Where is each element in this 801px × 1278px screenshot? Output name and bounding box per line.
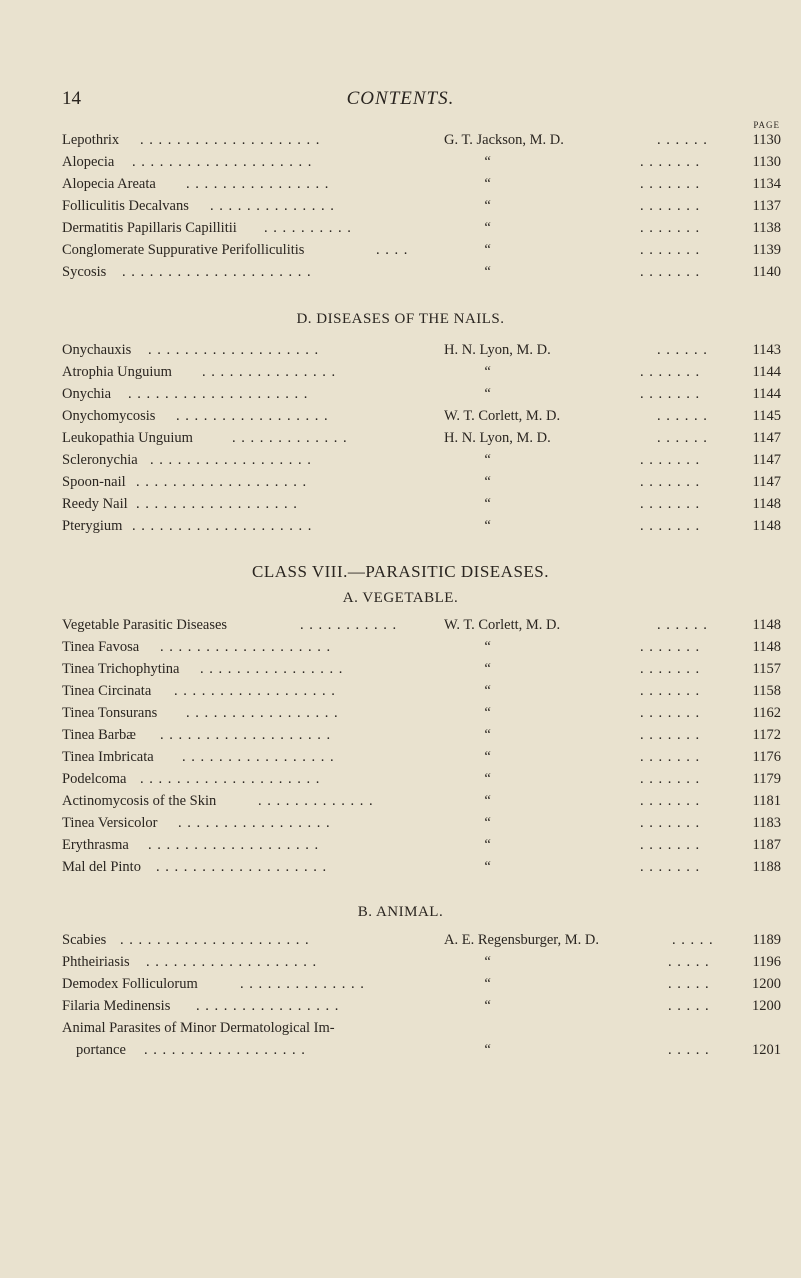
toc-entry (0, 859, 801, 879)
entry-page: 1148 (752, 496, 781, 512)
toc-entry (0, 749, 801, 769)
leader-dots: . . . . . . . . . . . . . (258, 793, 374, 809)
entry-author: W. T. Corlett, M. D. (444, 617, 561, 633)
entry-title: Filaria Medinensis (62, 998, 171, 1014)
leader-dots: . . . . . . . (640, 683, 701, 699)
leader-dots: . . . . . . . . . . (264, 220, 352, 236)
leader-dots: . . . . . . . . . . . (300, 617, 398, 633)
leader-dots: . . . . . . . . . . . . . . . . . (182, 749, 335, 765)
leader-dots: . . . . . (668, 998, 710, 1014)
ditto-mark: “ (483, 859, 492, 875)
toc-entry (0, 452, 801, 472)
entry-page: 1201 (752, 1042, 781, 1058)
entry-page: 1176 (752, 749, 781, 765)
entry-page: 1187 (752, 837, 781, 853)
entry-title-line2: portance (76, 1042, 126, 1058)
toc-entry (0, 837, 801, 857)
entry-title: Folliculitis Decalvans (62, 198, 189, 214)
entry-page: 1172 (752, 727, 781, 743)
entry-title: Pterygium (62, 518, 123, 534)
leader-dots: . . . . . . . (640, 859, 701, 875)
leader-dots: . . . . . . . (640, 452, 701, 468)
leader-dots: . . . . . . . (640, 220, 701, 236)
entry-title: Scleronychia (62, 452, 138, 468)
entry-page: 1148 (752, 617, 781, 633)
leader-dots: . . . . . . . (640, 749, 701, 765)
leader-dots: . . . . . . . (640, 837, 701, 853)
ditto-mark: “ (483, 639, 492, 655)
ditto-mark: “ (483, 518, 492, 534)
entry-page: 1143 (752, 342, 781, 358)
ditto-mark: “ (483, 771, 492, 787)
leader-dots: . . . . . . (657, 430, 708, 446)
leader-dots: . . . . . . . . . . . . . . . . . . (144, 1042, 306, 1058)
leader-dots: . . . . . . . . . . . . . . . . . . . . . (122, 264, 312, 280)
ditto-mark: “ (483, 154, 492, 170)
toc-entry (0, 976, 801, 996)
entry-page: 1188 (752, 859, 781, 875)
entry-page: 1140 (752, 264, 781, 280)
ditto-mark: “ (483, 837, 492, 853)
leader-dots: . . . . . . . (640, 198, 701, 214)
entry-page: 1157 (752, 661, 781, 677)
toc-entry (0, 176, 801, 196)
entry-page: 1134 (752, 176, 781, 192)
leader-dots: . . . . . . . . . . . . . . . . . (178, 815, 331, 831)
ditto-mark: “ (483, 496, 492, 512)
leader-dots: . . . . . . . (640, 639, 701, 655)
ditto-mark: “ (483, 998, 492, 1014)
entry-author: H. N. Lyon, M. D. (444, 342, 551, 358)
ditto-mark: “ (483, 727, 492, 743)
leader-dots: . . . . . . . . . . . . . . . . . (176, 408, 329, 424)
section-heading-vegetable: A. VEGETABLE. (342, 590, 459, 606)
entry-title: Alopecia (62, 154, 115, 170)
entry-page: 1137 (752, 198, 781, 214)
entry-page: 1130 (752, 154, 781, 170)
leader-dots: . . . . . . . . . . . . . . . . . . (174, 683, 336, 699)
toc-entry (0, 408, 801, 428)
ditto-mark: “ (483, 749, 492, 765)
toc-entry (0, 705, 801, 725)
ditto-mark: “ (483, 705, 492, 721)
leader-dots: . . . . . . . . . . . . . . . . . . . . (128, 386, 309, 402)
entry-page: 1189 (752, 932, 781, 948)
running-title: CONTENTS. (346, 88, 455, 109)
leader-dots: . . . . . . . (640, 771, 701, 787)
ditto-mark: “ (483, 452, 492, 468)
entry-page: 1200 (752, 976, 781, 992)
entry-title: Tinea Favosa (62, 639, 140, 655)
leader-dots: . . . . . . . . . . . . . . . . (186, 176, 330, 192)
leader-dots: . . . . . . . . . . . . . . . (202, 364, 337, 380)
toc-entry (0, 661, 801, 681)
ditto-mark: “ (483, 683, 492, 699)
leader-dots: . . . . . . . (640, 727, 701, 743)
ditto-mark: “ (483, 815, 492, 831)
leader-dots: . . . . . (668, 1042, 710, 1058)
entry-page: 1148 (752, 639, 781, 655)
toc-entry-continued (0, 1042, 801, 1062)
ditto-mark: “ (483, 1042, 492, 1058)
leader-dots: . . . . . (672, 932, 714, 948)
entry-title: Spoon-nail (62, 474, 126, 490)
page-number: 14 (62, 88, 81, 109)
leader-dots: . . . . . . . . . . . . . (232, 430, 348, 446)
leader-dots: . . . . (376, 242, 409, 258)
entry-page: 1158 (752, 683, 781, 699)
entry-title: Erythrasma (62, 837, 129, 853)
toc-entry (0, 430, 801, 450)
entry-title: Podelcoma (62, 771, 127, 787)
entry-title: Tinea Imbricata (62, 749, 154, 765)
toc-entry (0, 342, 801, 362)
toc-entry (0, 1020, 801, 1040)
leader-dots: . . . . . . . (640, 496, 701, 512)
ditto-mark: “ (483, 242, 492, 258)
entry-page: 1144 (752, 364, 781, 380)
leader-dots: . . . . . . . (640, 518, 701, 534)
toc-entry (0, 617, 801, 637)
toc-entry (0, 518, 801, 538)
toc-entry (0, 815, 801, 835)
entry-title: Tinea Trichophytina (62, 661, 180, 677)
entry-title: Reedy Nail (62, 496, 128, 512)
leader-dots: . . . . . . . . . . . . . . . . . . . . . (120, 932, 310, 948)
toc-entry (0, 793, 801, 813)
entry-page: 1144 (752, 386, 781, 402)
leader-dots: . . . . . . . (640, 793, 701, 809)
entry-title: Dermatitis Papillaris Capillitii (62, 220, 237, 236)
entry-title: Onychauxis (62, 342, 132, 358)
leader-dots: . . . . . . . . . . . . . . . . . . (150, 452, 312, 468)
ditto-mark: “ (483, 793, 492, 809)
entry-title: Sycosis (62, 264, 107, 280)
toc-entry (0, 932, 801, 952)
leader-dots: . . . . . . . . . . . . . . . . . . . . (140, 771, 321, 787)
entry-title: Scabies (62, 932, 107, 948)
entry-title: Mal del Pinto (62, 859, 141, 875)
entry-page: 1162 (752, 705, 781, 721)
toc-entry (0, 954, 801, 974)
entry-title: Alopecia Areata (62, 176, 156, 192)
ditto-mark: “ (483, 264, 492, 280)
entry-page: 1145 (752, 408, 781, 424)
toc-entry (0, 386, 801, 406)
leader-dots: . . . . . . . (640, 815, 701, 831)
leader-dots: . . . . . . . . . . . . . . . . . . . (146, 954, 318, 970)
leader-dots: . . . . . . . (640, 176, 701, 192)
toc-entry (0, 132, 801, 152)
leader-dots: . . . . . . . (640, 364, 701, 380)
toc-entry (0, 683, 801, 703)
entry-title: Tinea Circinata (62, 683, 152, 699)
leader-dots: . . . . . . . . . . . . . . . . . . (136, 496, 298, 512)
ditto-mark: “ (483, 386, 492, 402)
ditto-mark: “ (483, 954, 492, 970)
entry-title: Phtheiriasis (62, 954, 130, 970)
ditto-mark: “ (483, 976, 492, 992)
toc-entry (0, 198, 801, 218)
entry-page: 1147 (752, 452, 781, 468)
leader-dots: . . . . . . (657, 342, 708, 358)
leader-dots: . . . . . . . . . . . . . . . . . . . (148, 837, 320, 853)
leader-dots: . . . . . (668, 976, 710, 992)
leader-dots: . . . . . . . . . . . . . . . . (200, 661, 344, 677)
entry-title-line1: Animal Parasites of Minor Dermatological Im- (62, 1020, 335, 1036)
toc-entry (0, 364, 801, 384)
ditto-mark: “ (483, 220, 492, 236)
ditto-mark: “ (483, 661, 492, 677)
ditto-mark: “ (483, 474, 492, 490)
entry-title: Vegetable Parasitic Diseases (62, 617, 228, 633)
entry-author: W. T. Corlett, M. D. (444, 408, 561, 424)
page-header (0, 88, 801, 114)
leader-dots: . . . . . . . . . . . . . . . . . . . (160, 639, 332, 655)
entry-title: Tinea Versicolor (62, 815, 158, 831)
entry-title: Atrophia Unguium (62, 364, 172, 380)
leader-dots: . . . . . . . . . . . . . . . . . . . (136, 474, 308, 490)
leader-dots: . . . . . . . . . . . . . . . . (196, 998, 340, 1014)
leader-dots: . . . . . . . . . . . . . . (240, 976, 365, 992)
toc-entry (0, 154, 801, 174)
class-heading-parasitic: CLASS VIII.—PARASITIC DISEASES. (252, 562, 549, 581)
leader-dots: . . . . . . . . . . . . . . . . . . . . (132, 518, 313, 534)
leader-dots: . . . . . . . . . . . . . . . . . . . . (132, 154, 313, 170)
toc-entry (0, 639, 801, 659)
entry-page: 1196 (752, 954, 781, 970)
entry-page: 1138 (752, 220, 781, 236)
entry-title: Demodex Folliculorum (62, 976, 198, 992)
leader-dots: . . . . . . (657, 617, 708, 633)
entry-author: G. T. Jackson, M. D. (444, 132, 564, 148)
entry-author: A. E. Regensburger, M. D. (444, 932, 600, 948)
ditto-mark: “ (483, 364, 492, 380)
leader-dots: . . . . . . . . . . . . . . . . . . . . (140, 132, 321, 148)
entry-page: 1148 (752, 518, 781, 534)
leader-dots: . . . . . . (657, 132, 708, 148)
leader-dots: . . . . . . . . . . . . . . . . . . . (148, 342, 320, 358)
entry-title: Tinea Barbæ (62, 727, 136, 743)
entry-page: 1200 (752, 998, 781, 1014)
leader-dots: . . . . . . (657, 408, 708, 424)
leader-dots: . . . . . . . (640, 154, 701, 170)
entry-page: 1147 (752, 474, 781, 490)
ditto-mark: “ (483, 198, 492, 214)
entry-page: 1179 (752, 771, 781, 787)
entry-title: Conglomerate Suppurative Perifolliculitis (62, 242, 305, 258)
entry-title: Onychomycosis (62, 408, 156, 424)
leader-dots: . . . . . . . (640, 264, 701, 280)
section-heading-animal: B. ANIMAL. (357, 904, 444, 920)
ditto-mark: “ (483, 176, 492, 192)
entry-title: Tinea Tonsurans (62, 705, 158, 721)
leader-dots: . . . . . . . . . . . . . . . . . (186, 705, 339, 721)
page-column-label: PAGE (753, 120, 780, 130)
toc-entry (0, 727, 801, 747)
leader-dots: . . . . . . . . . . . . . . . . . . . (156, 859, 328, 875)
toc-entry (0, 474, 801, 494)
toc-entry (0, 496, 801, 516)
entry-title: Actinomycosis of the Skin (62, 793, 217, 809)
entry-page: 1147 (752, 430, 781, 446)
leader-dots: . . . . . . . (640, 705, 701, 721)
leader-dots: . . . . . . . . . . . . . . . . . . . (160, 727, 332, 743)
toc-entry (0, 998, 801, 1018)
leader-dots: . . . . . (668, 954, 710, 970)
toc-entry (0, 242, 801, 262)
entry-title: Onychia (62, 386, 112, 402)
entry-page: 1130 (752, 132, 781, 148)
toc-entry (0, 220, 801, 240)
section-heading-nails: D. DISEASES OF THE NAILS. (296, 311, 505, 327)
entry-title: Leukopathia Unguium (62, 430, 193, 446)
entry-title: Lepothrix (62, 132, 120, 148)
toc-entry (0, 771, 801, 791)
entry-author: H. N. Lyon, M. D. (444, 430, 551, 446)
toc-entry (0, 264, 801, 284)
leader-dots: . . . . . . . (640, 242, 701, 258)
leader-dots: . . . . . . . (640, 661, 701, 677)
leader-dots: . . . . . . . (640, 474, 701, 490)
entry-page: 1183 (752, 815, 781, 831)
entry-page: 1139 (752, 242, 781, 258)
leader-dots: . . . . . . . . . . . . . . (210, 198, 335, 214)
leader-dots: . . . . . . . (640, 386, 701, 402)
entry-page: 1181 (752, 793, 781, 809)
